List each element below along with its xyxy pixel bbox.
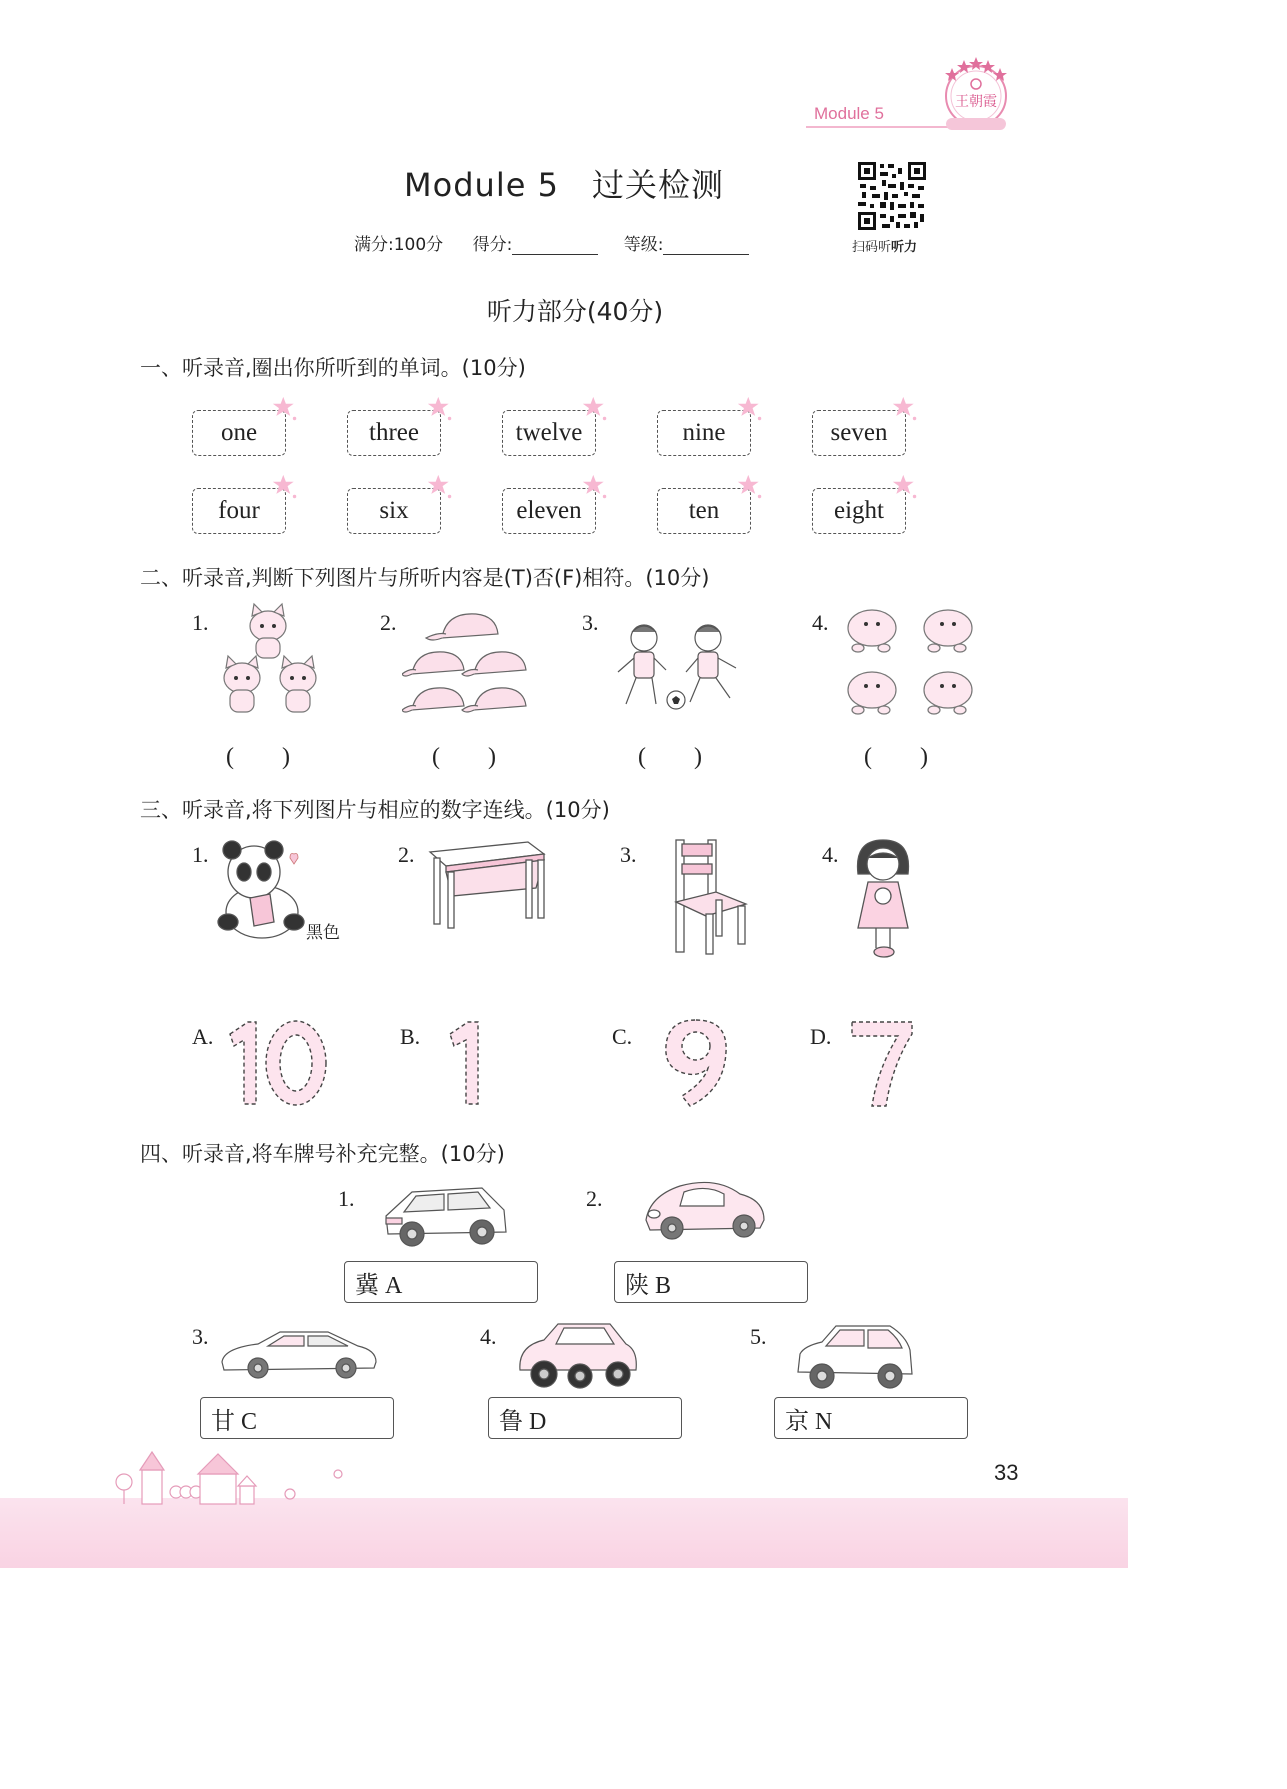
- grade-label: 等级:: [623, 235, 664, 255]
- cartoon-car-icon: [514, 1318, 642, 1394]
- s4-number-3: 3.: [192, 1324, 209, 1349]
- number-10-icon[interactable]: [224, 1016, 334, 1110]
- s4-number-4: 4.: [480, 1324, 497, 1349]
- pink-star-icon: [892, 396, 918, 422]
- s2-number-4: 4.: [812, 610, 829, 635]
- number-10-text: 10: [224, 1016, 226, 1017]
- option-letter-a: A.: [192, 1024, 214, 1049]
- section4-title: 四、听录音,将车牌号补充完整。(10分): [140, 1142, 505, 1166]
- listening-section-title: 听力部分(40分): [486, 297, 664, 326]
- pink-star-icon: [272, 396, 298, 422]
- qr-caption: [852, 236, 917, 255]
- s4-number-1: 1.: [338, 1186, 355, 1211]
- word-option[interactable]: twelve: [502, 410, 596, 456]
- number-9-icon[interactable]: [660, 1016, 732, 1110]
- header-divider: [806, 126, 956, 128]
- s3-number-1[interactable]: 1.: [192, 842, 209, 867]
- option-letter-c: C.: [612, 1024, 633, 1049]
- pink-star-icon: [892, 474, 918, 500]
- plate-field-5[interactable]: [774, 1397, 968, 1439]
- plate-field-2[interactable]: [614, 1261, 808, 1303]
- s2-answer-1[interactable]: ( ): [226, 744, 290, 770]
- plate-field-1[interactable]: [344, 1261, 538, 1303]
- plate-prefix-3: 甘 C: [211, 1408, 258, 1435]
- panda-icon[interactable]: [214, 838, 310, 942]
- brand-logo: [938, 52, 1014, 134]
- sedan-icon: [218, 1326, 380, 1382]
- qr-code-icon[interactable]: [858, 162, 926, 230]
- section3-title: 三、听录音,将下列图片与相应的数字连线。(10分): [140, 798, 610, 822]
- s2-answer-2[interactable]: ( ): [432, 744, 496, 770]
- word-option[interactable]: six: [347, 488, 441, 534]
- plate-prefix-1: 冀 A: [355, 1272, 403, 1299]
- castle-decoration-icon: [104, 1446, 364, 1508]
- section2-title: 二、听录音,判断下列图片与所听内容是(T)否(F)相符。(10分): [140, 566, 710, 590]
- word-option[interactable]: four: [192, 488, 286, 534]
- qr-caption-text: 扫码听: [852, 240, 892, 255]
- s3-number-3[interactable]: 3.: [620, 842, 637, 867]
- s2-number-3: 3.: [582, 610, 599, 635]
- pink-star-icon: [427, 474, 453, 500]
- word-option[interactable]: three: [347, 410, 441, 456]
- plate-prefix-4: 鲁 D: [499, 1408, 547, 1435]
- three-kittens-icon: [214, 602, 324, 720]
- word-option[interactable]: eleven: [502, 488, 596, 534]
- desk-icon[interactable]: [426, 838, 548, 930]
- plate-prefix-5: 京 N: [785, 1408, 833, 1435]
- s2-answer-3[interactable]: ( ): [638, 744, 702, 770]
- pink-star-icon: [427, 396, 453, 422]
- option-letter-b: B.: [400, 1024, 421, 1049]
- s3-number-4[interactable]: 4.: [822, 842, 839, 867]
- hatchback-icon: [794, 1320, 918, 1394]
- page-number: 33: [994, 1460, 1019, 1485]
- s4-number-5: 5.: [750, 1324, 767, 1349]
- four-puppies-icon: [838, 602, 982, 724]
- word-option[interactable]: ten: [657, 488, 751, 534]
- number-9-text: 9: [660, 1016, 661, 1017]
- word-option[interactable]: nine: [657, 410, 751, 456]
- pink-star-icon: [272, 474, 298, 500]
- suv-icon: [382, 1182, 510, 1250]
- chair-icon[interactable]: [668, 836, 750, 956]
- logo-text: 王朝霞: [955, 94, 997, 110]
- module-label: Module 5: [814, 104, 884, 123]
- five-caps-icon: [402, 604, 536, 720]
- pink-star-icon: [582, 474, 608, 500]
- word-option[interactable]: one: [192, 410, 286, 456]
- plate-prefix-2: 陕 B: [625, 1272, 672, 1299]
- section1-title: 一、听录音,圈出你所听到的单词。(10分): [140, 356, 526, 380]
- number-1-text: 1: [446, 1016, 447, 1017]
- pink-star-icon: [737, 396, 763, 422]
- pink-star-icon: [737, 474, 763, 500]
- score-label: 得分:: [472, 235, 513, 255]
- qr-caption-bold: 听力: [891, 240, 918, 255]
- score-line: [354, 230, 769, 255]
- number-7-text: 7: [848, 1016, 849, 1017]
- plate-field-4[interactable]: [488, 1397, 682, 1439]
- girl-icon[interactable]: [850, 836, 916, 960]
- word-option[interactable]: eight: [812, 488, 906, 534]
- s2-answer-4[interactable]: ( ): [864, 744, 928, 770]
- s2-number-1: 1.: [192, 610, 209, 635]
- plate-field-3[interactable]: [200, 1397, 394, 1439]
- score-blank[interactable]: [512, 239, 598, 255]
- option-letter-d: D.: [810, 1024, 832, 1049]
- number-1-icon[interactable]: [446, 1016, 486, 1110]
- word-option[interactable]: seven: [812, 410, 906, 456]
- grade-blank[interactable]: [663, 239, 749, 255]
- beetle-car-icon: [640, 1176, 770, 1246]
- bottom-decoration-band: [0, 1498, 1128, 1568]
- panda-color-note: 黑色: [306, 923, 340, 943]
- full-score-label: 满分:100分: [354, 235, 444, 255]
- two-boys-football-icon: [606, 620, 754, 716]
- pink-star-icon: [582, 396, 608, 422]
- number-7-icon[interactable]: [848, 1016, 918, 1110]
- s3-number-2[interactable]: 2.: [398, 842, 415, 867]
- page-title: Module 5 过关检测: [404, 166, 724, 204]
- s2-number-2: 2.: [380, 610, 397, 635]
- s4-number-2: 2.: [586, 1186, 603, 1211]
